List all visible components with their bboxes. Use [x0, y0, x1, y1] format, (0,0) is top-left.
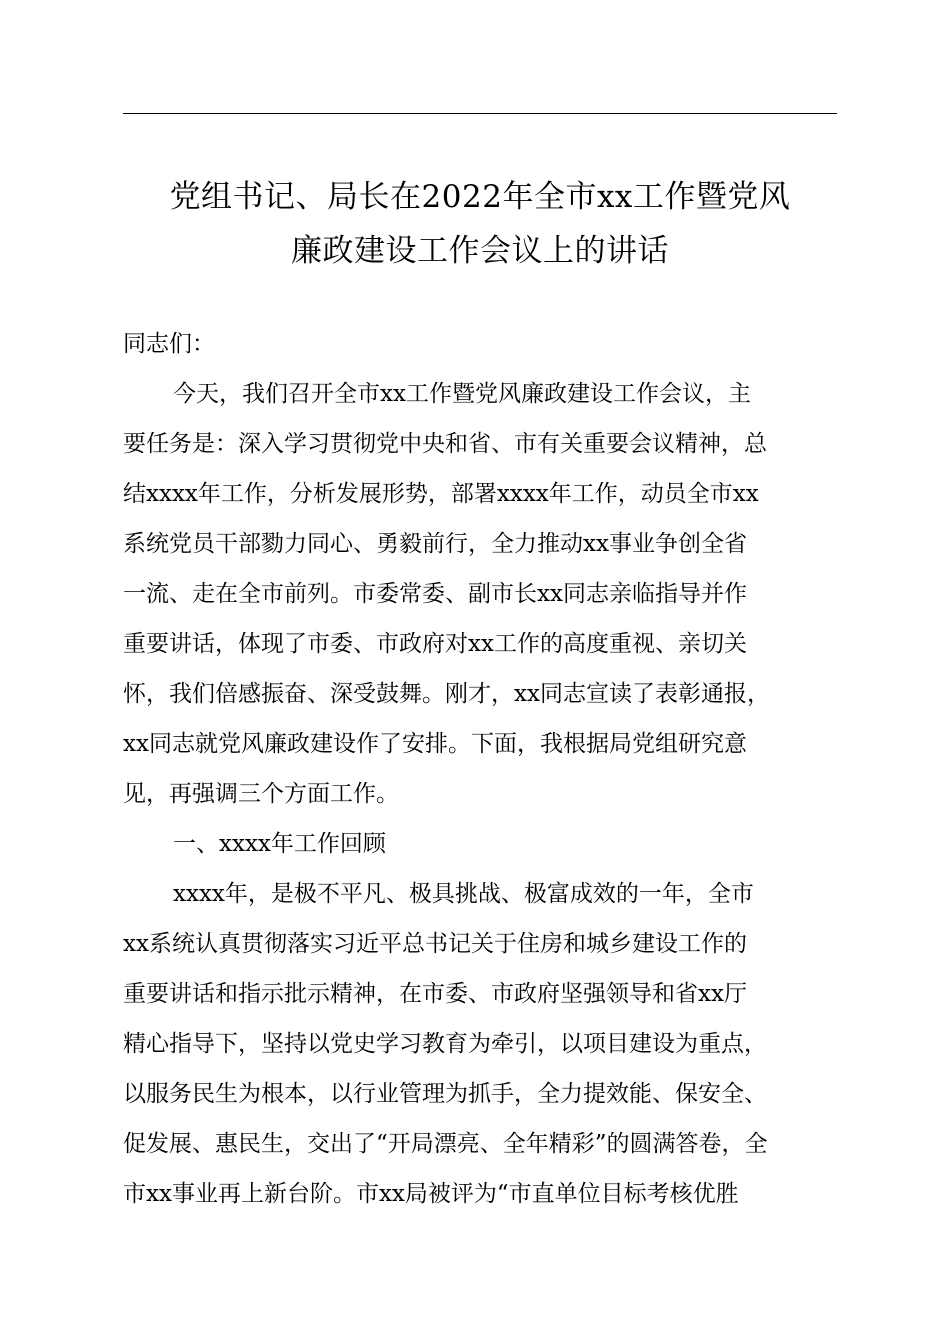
paragraph-line: 促发展、惠民生，交出了“开局漂亮、全年精彩”的圆满答卷，全: [123, 1131, 768, 1157]
paragraph-review: [123, 869, 883, 1219]
paragraph-line: xx同志就党风廉政建设作了安排。下面，我根据局党组研究意: [123, 731, 747, 757]
paragraph-line: 今天，我们召开全市xx工作暨党风廉政建设工作会议，主: [173, 381, 751, 407]
paragraph-line: 怀，我们倍感振奋、深受鼓舞。刚才，xx同志宣读了表彰通报，: [123, 681, 770, 707]
paragraph-line: 结xxxx年工作，分析发展形势，部署xxxx年工作，动员全市xx: [123, 481, 759, 507]
document-title: [100, 170, 860, 278]
title-line-1: 党组书记、局长在2022年全市xx工作暨党风: [169, 179, 791, 215]
header-rule: [123, 113, 837, 114]
title-line-2: 廉政建设工作会议上的讲话: [291, 233, 669, 269]
document-body: [123, 319, 883, 1219]
paragraph-line: 重要讲话和指示批示精神，在市委、市政府坚强领导和省xx厅: [123, 981, 747, 1007]
paragraph-line: 见，再强调三个方面工作。: [123, 781, 399, 807]
section-heading-text: 一、xxxx年工作回顾: [173, 831, 386, 857]
paragraph-line: 系统党员干部勠力同心、勇毅前行，全力推动xx事业争创全省: [123, 531, 747, 557]
paragraph-line: 以服务民生为根本，以行业管理为抓手，全力提效能、保安全、: [123, 1081, 767, 1107]
salutation: 同志们：: [123, 331, 215, 357]
section-heading: [123, 819, 883, 869]
paragraph-line: 重要讲话，体现了市委、市政府对xx工作的高度重视、亲切关: [123, 631, 747, 657]
paragraph-line: xxxx年，是极不平凡、极具挑战、极富成效的一年，全市: [173, 881, 754, 907]
paragraph-line: 要任务是：深入学习贯彻党中央和省、市有关重要会议精神，总: [123, 431, 767, 457]
paragraph-intro: [123, 369, 883, 819]
paragraph-line: 精心指导下，坚持以党史学习教育为牵引，以项目建设为重点，: [123, 1031, 767, 1057]
paragraph-line: 市xx事业再上新台阶。市xx局被评为“市直单位目标考核优胜: [123, 1181, 739, 1207]
paragraph-line: 一流、走在全市前列。市委常委、副市长xx同志亲临指导并作: [123, 581, 747, 607]
paragraph-line: xx系统认真贯彻落实习近平总书记关于住房和城乡建设工作的: [123, 931, 747, 957]
